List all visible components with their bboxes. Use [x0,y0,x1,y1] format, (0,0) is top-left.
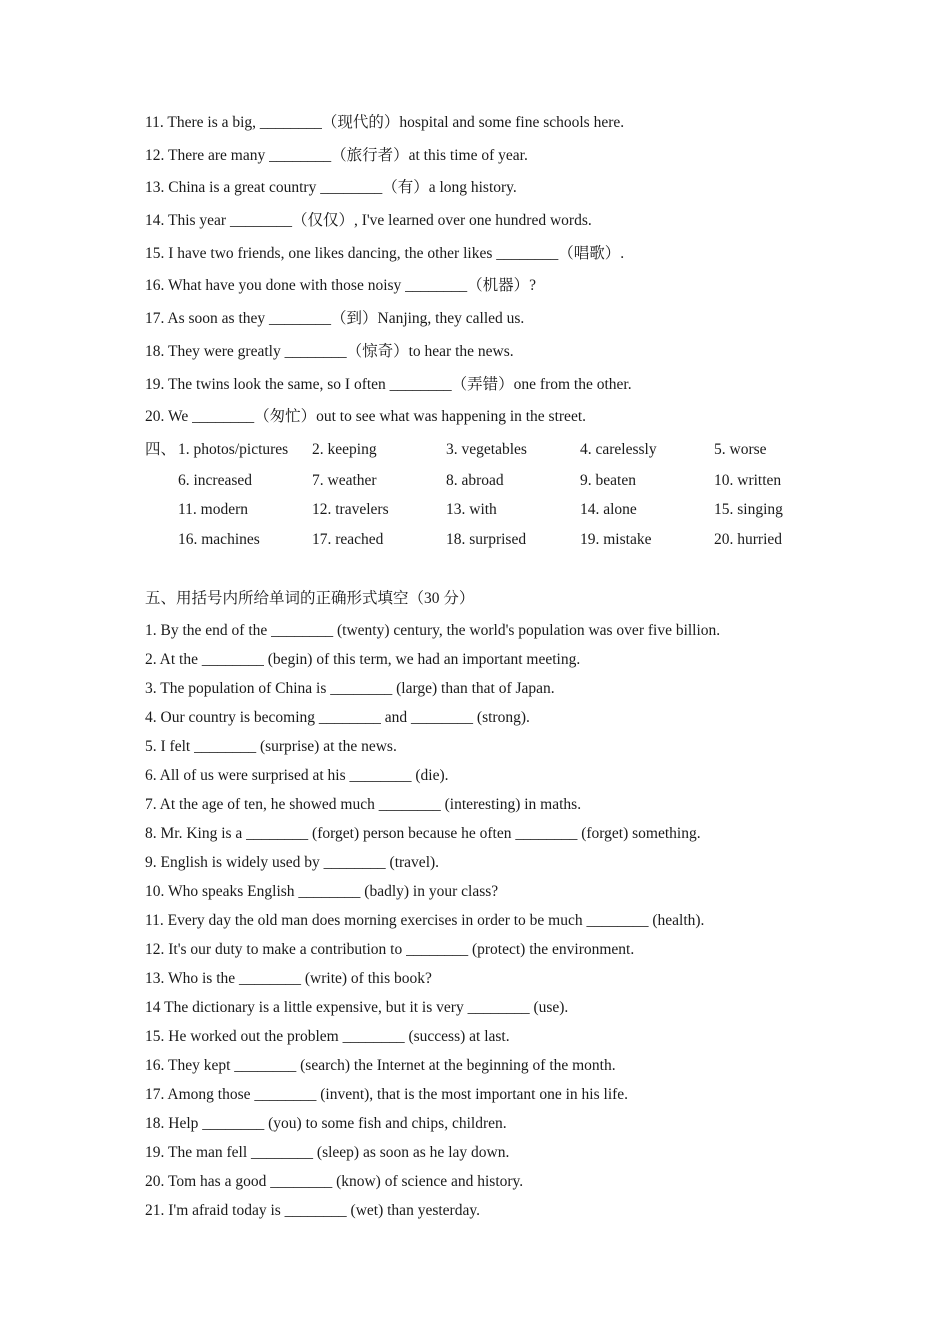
question-line: 11. There is a big, ________（现代的）hospital and some fine schools here. [145,114,625,131]
question-line: 13. China is a great country ________（有）a long history. [145,179,517,197]
answer-cell: 18. surprised [446,531,527,549]
answer-cell: 3. vegetables [446,440,527,458]
answer-cell: 19. mistake [580,531,652,549]
section-5-title: 五、用括号内所给单词的正确形式填空（30 分） [145,589,475,607]
question-line: 9. English is widely used by ________ (travel). [145,853,440,871]
question-line: 1. By the end of the ________ (twenty) century, the world's population was over five billion. [145,621,721,639]
answer-cell: 1. photos/pictures [178,440,289,458]
answer-section-label: 四、 [145,440,177,458]
answer-cell: 7. weather [312,471,377,489]
question-line: 14. This year ________（仅仅）, I've learned over one hundred words. [145,212,592,230]
answer-cell: 2. keeping [312,440,377,458]
answer-key-section-4 [145,440,865,560]
question-line: 12. There are many ________（旅行者）at this time of year. [145,146,528,164]
answer-row [145,530,865,560]
question-line: 8. Mr. King is a ________ (forget) person because he often ________ (forget) something. [145,824,701,842]
question-line: 11. Every day the old man does morning exercises in order to be much ________ (health). [145,911,705,929]
answer-row [145,471,865,501]
question-line: 20. We ________（匆忙）out to see what was happening in the street. [145,408,587,426]
question-line: 15. I have two friends, one likes dancing, the other likes ________（唱歌）. [145,244,625,262]
question-line: 17. Among those ________ (invent), that is the most important one in his life. [145,1085,629,1103]
question-line: 3. The population of China is ________ (large) than that of Japan. [145,679,555,697]
answer-cell: 16. machines [178,531,260,549]
question-line: 18. Help ________ (you) to some fish and chips, children. [145,1114,507,1132]
answer-cell: 15. singing [714,501,783,519]
question-line: 2. At the ________ (begin) of this term, we had an important meeting. [145,650,581,668]
question-line: 21. I'm afraid today is ________ (wet) than yesterday. [145,1201,480,1219]
answer-cell: 20. hurried [714,531,783,549]
question-line: 16. What have you done with those noisy ________（机器）? [145,277,537,295]
answer-row [145,440,865,471]
section-5-questions [145,621,865,1230]
question-line: 12. It's our duty to make a contribution to ________ (protect) the environment. [145,940,635,958]
answer-cell: 6. increased [178,471,253,489]
answer-cell: 17. reached [312,531,384,549]
answer-cell: 5. worse [714,440,767,458]
answer-cell: 8. abroad [446,471,504,489]
answer-cell: 4. carelessly [580,440,657,458]
answer-cell: 9. beaten [580,471,636,489]
answer-cell: 12. travelers [312,501,389,519]
question-line: 14 The dictionary is a little expensive, but it is very ________ (use). [145,998,569,1016]
answer-row [145,500,865,530]
question-line: 16. They kept ________ (search) the Internet at the beginning of the month. [145,1056,616,1074]
answer-cell: 10. written [714,471,782,489]
question-line: 20. Tom has a good ________ (know) of science and history. [145,1172,524,1190]
section-3-questions [145,113,865,440]
question-line: 19. The twins look the same, so I often ________（弄错）one from the other. [145,375,632,393]
question-line: 10. Who speaks English ________ (badly) in your class? [145,882,499,900]
question-line: 15. He worked out the problem ________ (success) at last. [145,1027,510,1045]
question-line: 6. All of us were surprised at his ________ (die). [145,766,449,784]
question-line: 13. Who is the ________ (write) of this book? [145,969,432,987]
answer-cell: 13. with [446,501,497,519]
worksheet-page [145,113,865,1230]
answer-cell: 14. alone [580,501,637,519]
question-line: 17. As soon as they ________（到）Nanjing, they called us. [145,310,525,328]
question-line: 18. They were greatly ________（惊奇）to hear the news. [145,342,514,360]
question-line: 5. I felt ________ (surprise) at the news. [145,737,397,755]
question-line: 7. At the age of ten, he showed much ________ (interesting) in maths. [145,795,582,813]
question-line: 19. The man fell ________ (sleep) as soon as he lay down. [145,1143,510,1161]
question-line: 4. Our country is becoming ________ and ________ (strong). [145,708,530,726]
answer-cell: 11. modern [178,501,249,519]
